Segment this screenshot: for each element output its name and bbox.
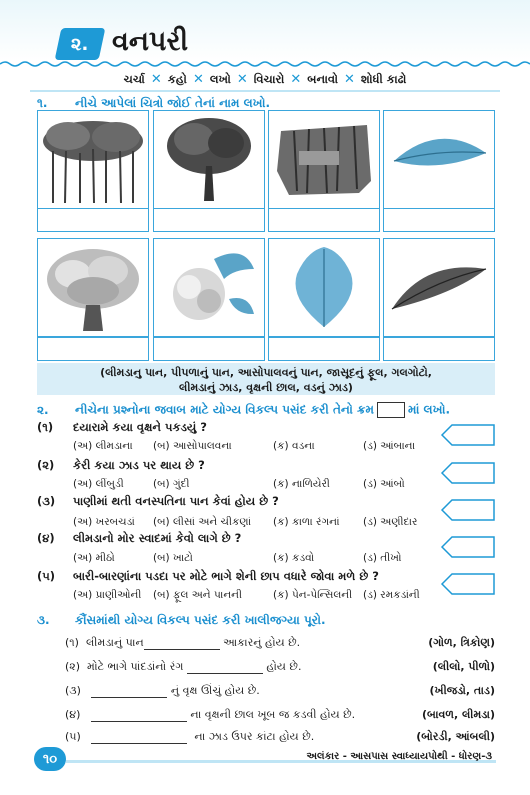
skill-discuss: ચર્ચા: [123, 71, 145, 86]
fill-blank-5: (૫) ના ઝાડ ઉપર કાંટા હોય છે.: [65, 730, 315, 743]
skill-think: વિચારો: [253, 71, 285, 86]
blank-field[interactable]: [187, 660, 263, 674]
answer-box-5[interactable]: [37, 337, 149, 361]
skill-make: બનાવો: [307, 71, 338, 86]
answer-arrow-box-5[interactable]: [440, 573, 496, 595]
mcq-question-2: (૨) કેરી કયા ઝાડ પર થાય છે ?: [37, 458, 205, 472]
skills-bar: [30, 69, 500, 89]
answer-slot-icon: [377, 402, 405, 418]
blank-field[interactable]: [91, 684, 167, 698]
blank-field[interactable]: [91, 708, 187, 722]
answer-box-7[interactable]: [268, 337, 380, 361]
cross-icon: ✕: [150, 71, 162, 87]
answer-arrow-box-1[interactable]: [440, 424, 496, 446]
fill-blank-4: (૪) ના વૃક્ષની છાલ ખૂબ જ કડવી હોય છે.: [65, 708, 356, 721]
fill-blank-1: (૧) લીમડાનું પાન આકારનું હોય છે.: [65, 636, 301, 649]
choices-4: (બાવળ, લીમડા): [422, 708, 495, 721]
curved-leaf-image: [383, 238, 495, 337]
choices-5: (બોરડી, આંબલી): [416, 730, 495, 743]
answer-box-1[interactable]: [37, 208, 149, 232]
chapter-number-badge: ૨.: [55, 28, 106, 60]
blank-field[interactable]: [144, 636, 220, 650]
mcq-question-1: (૧) દયારામે કયા વૃક્ષને પકડયું ?: [37, 420, 207, 434]
word-bank: (લીમડાનુ પાન, પીપળાનું પાન, આસોપાલવનું પાન, જાસૂદનું ફૂલ, ગલગોટો, લીમડાનું ઝાડ, વૃક્ષની છાલ, વડનું ઝાડ): [37, 363, 495, 395]
question-3-heading: ૩. કૌંસમાંથી યોગ્ય વિકલ્પ પસંદ કરી ખાલીજગ્યા પૂરો.: [37, 613, 326, 627]
cross-icon: ✕: [343, 71, 355, 87]
choices-2: (લીલો, પીળો): [432, 660, 495, 673]
choices-1: (ગોળ, ત્રિકોણ): [428, 636, 495, 649]
skill-find: શોધી કાઢો: [360, 71, 407, 86]
peepal-leaf-image: [268, 238, 380, 337]
answer-box-4[interactable]: [383, 208, 495, 232]
answer-box-6[interactable]: [153, 337, 265, 361]
mcq-question-5: (૫) બારી-બારણાંના પડદા પર મોટે ભાગે શેની છાપ વધારે જોવા મળે છે ?: [37, 569, 379, 583]
question-2-heading: ૨. નીચેના પ્રશ્નોના જવાબ માટે યોગ્ય વિકલ્પ પસંદ કરી તેનો ક્રમ માં લખો.: [37, 402, 451, 417]
hibiscus-flower-image: [153, 238, 265, 337]
mcq-question-3: (૩) પાણીમાં થતી વનસ્પતિના પાન કેવાં હોય છે ?: [37, 494, 279, 508]
answer-box-8[interactable]: [383, 337, 495, 361]
answer-arrow-box-4[interactable]: [440, 536, 496, 558]
chapter-title: વનપરી: [112, 26, 189, 57]
mcq-question-4: (૪) લીમડાનો મોર સ્વાદમાં કેવો લાગે છે ?: [37, 531, 242, 545]
fill-blank-3: (૩) નું વૃક્ષ ઊંચું હોય છે.: [65, 684, 260, 697]
cross-icon: ✕: [192, 71, 204, 87]
wave-divider: [0, 60, 530, 68]
ashoka-leaf-image: [383, 110, 495, 209]
choices-3: (ખીજડો, તાડ): [429, 684, 495, 697]
blank-field[interactable]: [91, 730, 187, 744]
answer-arrow-box-3[interactable]: [440, 499, 496, 521]
cauliflower-tree-image: [37, 238, 149, 337]
answer-box-3[interactable]: [268, 208, 380, 232]
cross-icon: ✕: [236, 71, 248, 87]
tree-bark-image: [268, 110, 380, 209]
workbook-page: ૨. વનપરી ચર્ચા ✕ કહો ✕ લખો ✕ વિચારો ✕ બનાવો ✕ શોધી કાઢો ૧. નીચે આપેલાં ચિત્રો જોઈ તેનાં નામ લખો. (લીમડાનુ પાન, પીપળાનું પાન, આસોપાલવનું પાન, જાસૂદનું ફૂલ, ગલગોટો, લીમડાનું ઝાડ, વૃક્ષની છાલ, વડનું ઝાડ) ૨. નીચેના પ્રશ્નોના જવાબ માટે યોગ્ય વિકલ્પ પસંદ કરી તેનો ક્રમ માં લખો. (૧) દયારામે કયા વૃક્ષને પકડયું ? (અ) લીમડાના (બ) આસોપાલવના (ક) વડના (ડ) આંબાના (૨) કેરી કયા ઝાડ પર થાય છે ? (અ) લીંબુડી (બ) ગુંદી (ક) નાળિયેરી (ડ) આંબો (૩) પાણીમાં થતી વનસ્પતિના પાન કેવાં હોય છે ? (અ) ખરબચડાં (બ) લીસાં અને ચીકણાં (ક) કાળા રંગનાં (ડ) અણીદાર (૪) લીમડાનો મોર સ્વાદમાં કેવો લાગે છે ? (અ) મીઠો (બ) ખાટો (ક) કડવો (ડ) તીખો (૫) બારી-બારણાંના પડદા પર મોટે ભાગે શેની છાપ વધારે જોવા મળે છે ? (અ) પ્રાણીઓની (બ) ફૂલ અને પાનની (ક) પેન-પેન્સિલની (ડ) રમકડાંની ૩. કૌંસમાંથી યોગ્ય વિકલ્પ પસંદ કરી ખાલીજગ્યા પૂરો. (૧) લીમડાનું પાન આકારનું હોય છે. (ગોળ, ત્રિકોણ) (૨) મોટે ભાગે પાંદડાંનો રંગ હોય છે. (લીલો, પીળો) (૩) નું વૃક્ષ ઊંચું હોય છે. (ખીજડો, તાડ) (૪) ના વૃક્ષની છાલ ખૂબ જ કડવી હોય છે. (બાવળ, લીમડા) (૫) ના ઝાડ ઉપર કાંટા હોય છે. (બોરડી, આંબલી) ૧૦ અલંકાર - આસપાસ સ્વાધ્યાયપોથી - ધોરણ-૩: [0, 0, 530, 795]
page-number: ૧૦: [34, 747, 66, 771]
neem-tree-image: [153, 110, 265, 209]
answer-arrow-box-2[interactable]: [440, 462, 496, 484]
cross-icon: ✕: [290, 71, 302, 87]
book-title: અલંકાર - આસપાસ સ્વાધ્યાયપોથી - ધોરણ-૩: [306, 751, 492, 762]
skill-write: લખો: [209, 71, 231, 86]
banyan-tree-image: [37, 110, 149, 209]
answer-box-2[interactable]: [153, 208, 265, 232]
question-1-heading: ૧. નીચે આપેલાં ચિત્રો જોઈ તેનાં નામ લખો.: [37, 96, 271, 110]
skill-tell: કહો: [167, 71, 187, 86]
fill-blank-2: (૨) મોટે ભાગે પાંદડાંનો રંગ હોય છે.: [65, 660, 302, 673]
header: [0, 0, 530, 62]
divider: [30, 90, 500, 92]
